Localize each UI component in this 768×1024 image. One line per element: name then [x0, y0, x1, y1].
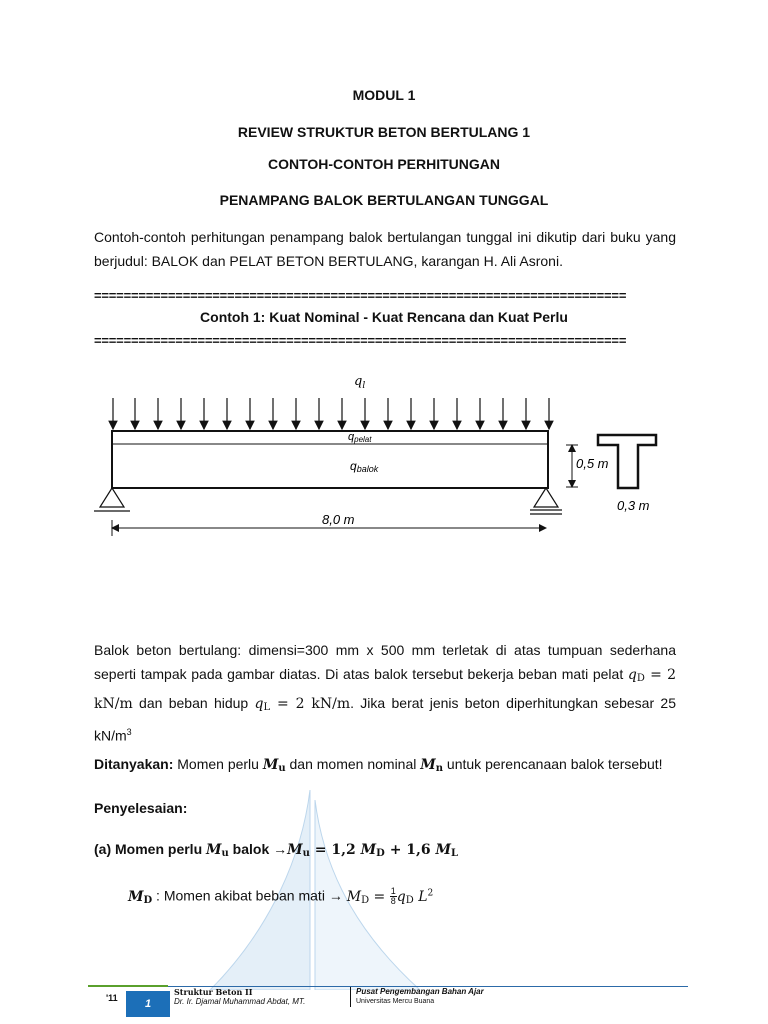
roller-support — [530, 488, 562, 514]
label-q-plate: qpelat — [348, 431, 372, 444]
fraction: $\frac{1}{8}$ — [390, 886, 396, 907]
footer-center: Pusat Pengembangan Bahan Ajar — [356, 987, 484, 996]
footer-author: Dr. Ir. Djamal Muhammad Abdat, MT. — [174, 997, 306, 1006]
example-title: Contoh 1: Kuat Nominal - Kuat Rencana dan Kuat Perlu — [200, 309, 568, 325]
question-line: Ditanyakan: Momen perlu $M_u$ dan momen nominal $M_n$ untuk perencanaan balok tersebut! — [94, 756, 663, 774]
page-number: 1 — [126, 991, 170, 1017]
footer-course: Struktur Beton II — [174, 987, 253, 997]
document-title: REVIEW STRUKTUR BETON BERTULANG 1 — [237, 124, 531, 140]
footer-university: Universitas Mercu Buana — [356, 998, 435, 1005]
pin-support — [94, 488, 130, 511]
step-md-line: $M_D$ : Momen akibat beban mati → $M_D$ = $\frac{1}{8}$ $q_D$ $L^2$ — [128, 886, 434, 907]
label-q-live: $q_l$ — [354, 374, 366, 391]
step-a-line: (a) Momen perlu $M_u$ balok $\to M_u = 1,2$ $M_D + 1,6$ $M_L$ — [94, 841, 459, 859]
footer-year: '11 — [106, 993, 118, 1003]
ql-symbol: $q_L = 2$ kN/m — [254, 696, 351, 713]
beam-diagram — [90, 365, 680, 540]
module-title: MODUL 1 — [352, 87, 416, 103]
footer-accent — [88, 985, 168, 987]
height-label: 0,5 m — [576, 456, 609, 471]
section-title: CONTOH-CONTOH PERHITUNGAN — [267, 156, 501, 172]
solution-label: Penyelesaian: — [94, 800, 188, 816]
width-label: 0,3 m — [617, 498, 650, 513]
separator-top: ======================================================================== — [94, 288, 627, 303]
intro-paragraph: Contoh-contoh perhitungan penampang balok bertulangan tunggal ini dikutip dari buku yang berjudul: BALOK dan PELAT BETON BERTULANG, karangan H. Ali Asroni. — [94, 229, 676, 269]
problem-paragraph: Balok beton bertulang: dimensi=300 mm x 500 mm terletak di atas tumpuan sederhana seperti tampak pada gambar diatas. Di atas balok tersebut bekerja beban mati pelat $q_D = 2$ kN/m dan beban hidup $q_L = 2$ kN/m. Jika berat jenis beton diperhitungkan sebesar 25 $kN/m^3$ — [94, 642, 677, 744]
qd-symbol: $q_D = 2$ kN/m — [94, 667, 677, 712]
label-q-beam: qbalok — [350, 459, 379, 474]
load-arrows — [113, 398, 549, 429]
span-label: 8,0 m — [322, 512, 355, 527]
beam — [112, 431, 548, 488]
separator-bottom: ======================================================================== — [94, 333, 627, 348]
subsection-title: PENAMPANG BALOK BERTULANGAN TUNGGAL — [219, 192, 549, 208]
footer-separator — [350, 987, 351, 1007]
